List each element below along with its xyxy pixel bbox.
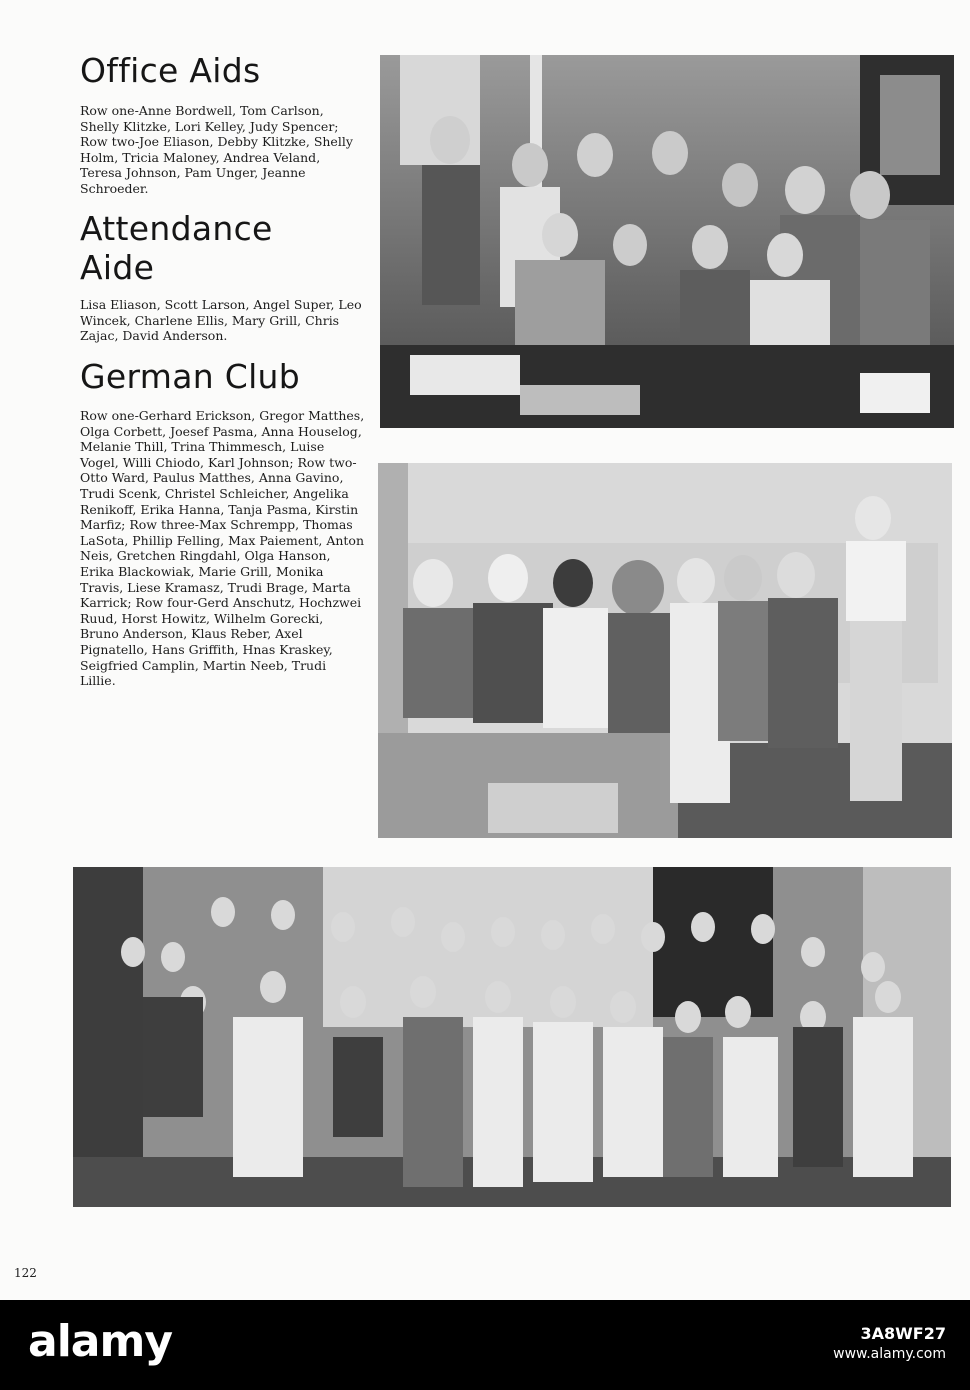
image-reference	[833, 1324, 946, 1364]
attendance-aide-heading-line2: Aide	[80, 248, 155, 287]
german-club-photo	[73, 867, 951, 1207]
image-id: 3A8WF27	[860, 1324, 946, 1343]
attendance-aide-photo	[378, 463, 952, 838]
german-club-names: Row one-Gerhard Erickson, Gregor Matthes, Olga Corbett, Joesef Pasma, Anna Houselog, Melanie Thill, Trina Thimmesch, Luise Vogel, Willi Chiodo, Karl Johnson; Row two-Otto Ward, Paulus Matthes, Anna Gavino, Trudi Scenk, Christel Schleicher, Angelika Renikoff, Erika Hanna, Tanja Pasma, Kirstin Marfiz; Row three-Max Schrempp, Thomas LaSota, Phillip Felling, Max Paiement, Anton Neis, Gretchen Ringdahl, Olga Hanson, Erika Blackowiak, Marie Grill, Monika Travis, Liese Kramasz, Trudi Brage, Marta Karrick; Row four-Gerd Anschutz, Hochzwei Ruud, Horst Howitz, Wilhelm Gorecki, Bruno Anderson, Klaus Reber, Axel Pignatello, Hans Griffith, Hnas Kraskey, Seigfried Camplin, Martin Neeb, Trudi Lillie.	[80, 408, 365, 689]
attendance-aide-names: Lisa Eliason, Scott Larson, Angel Super, Leo Wincek, Charlene Ellis, Mary Grill, Chris Zajac, David Anderson.	[80, 297, 362, 344]
attendance-aide-heading-line1: Attendance	[80, 209, 273, 248]
page-number: 122	[14, 1266, 37, 1280]
watermark-bar	[0, 1300, 970, 1390]
site-url: www.alamy.com	[833, 1346, 946, 1362]
german-club-heading: German Club	[80, 357, 301, 396]
office-aids-names: Row one-Anne Bordwell, Tom Carlson, Shelly Klitzke, Lori Kelley, Judy Spencer; Row two-Joe Eliason, Debby Klitzke, Shelly Holm, Tricia Maloney, Andrea Veland, Teresa Johnson, Pam Unger, Jeanne Schroeder.	[80, 103, 353, 196]
office-aids-heading: Office Aids	[80, 51, 261, 90]
alamy-logo: alamy	[28, 1316, 172, 1367]
office-aids-photo	[380, 55, 954, 428]
